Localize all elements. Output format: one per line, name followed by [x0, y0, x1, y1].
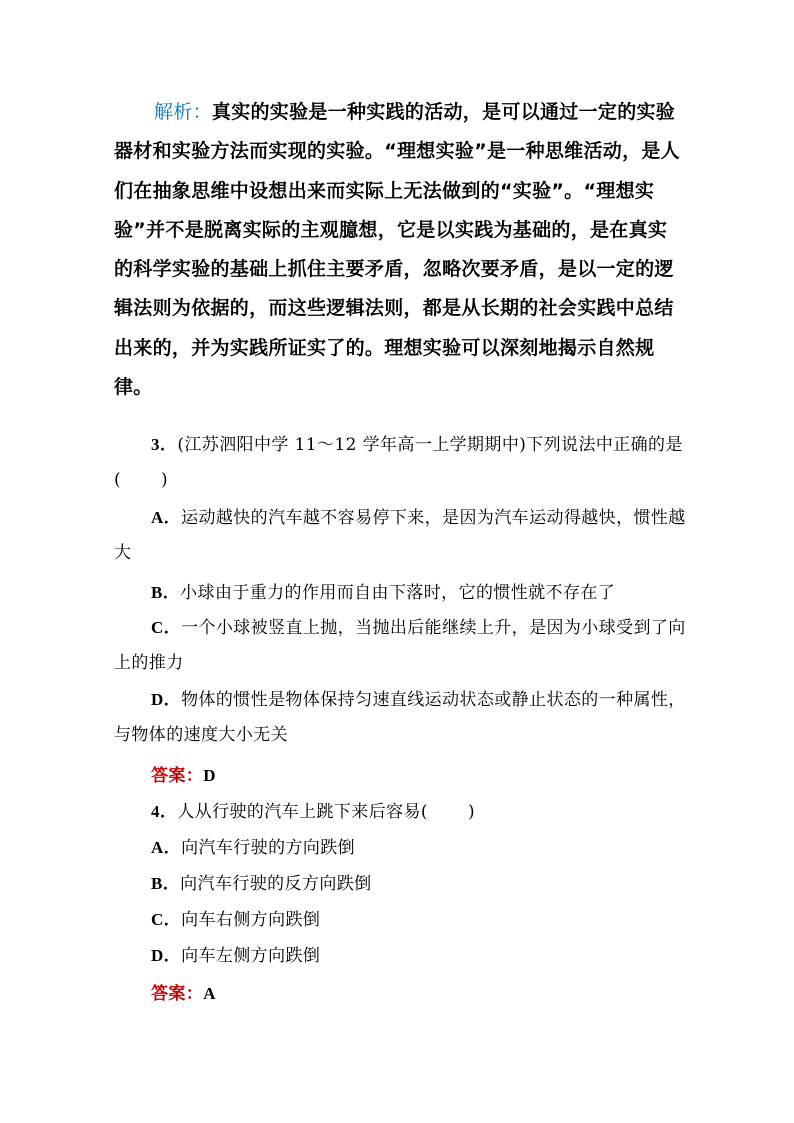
- option-letter: D．: [151, 946, 182, 965]
- question-3-option-c: [114, 610, 686, 681]
- question-4-text: 人从行驶的汽车上跳下来后容易(: [177, 802, 428, 822]
- question-4-stem: [114, 797, 686, 822]
- question-3-option-b: [114, 578, 686, 603]
- question-3-option-d: [114, 682, 686, 753]
- question-4-paren-close: ): [467, 802, 475, 822]
- question-3-number: 3．: [151, 435, 178, 454]
- answer-value: A: [203, 984, 216, 1003]
- question-4-option-a: [114, 833, 686, 858]
- option-letter: C．: [151, 618, 182, 637]
- option-text: 运动越快的汽车越不容易停下来，是因为汽车运动得越快，惯性越大: [114, 508, 686, 563]
- question-4-option-c: [114, 905, 686, 930]
- analysis-paragraph: [114, 93, 686, 407]
- analysis-label: 解析：: [154, 101, 212, 123]
- question-4-option-b: [114, 869, 686, 894]
- question-3-paren-close: ): [161, 470, 169, 490]
- answer-label: 答案：: [151, 766, 204, 786]
- option-letter: D．: [151, 690, 182, 709]
- answer-value: D: [203, 766, 216, 785]
- question-4-answer: [114, 979, 686, 1004]
- answer-label: 答案：: [151, 984, 204, 1004]
- option-text: 向汽车行驶的方向跌倒: [181, 838, 356, 858]
- question-3-stem: [114, 427, 686, 498]
- option-letter: C．: [151, 910, 182, 929]
- option-letter: A．: [151, 508, 182, 527]
- question-3-option-a: [114, 500, 686, 571]
- option-text: 一个小球被竖直上抛，当抛出后能继续上升，是因为小球受到了向上的推力: [114, 618, 686, 673]
- option-text: 物体的惯性是物体保持匀速直线运动状态或静止状态的一种属性，与物体的速度大小无关: [114, 690, 686, 745]
- question-4-option-d: [114, 941, 686, 966]
- question-3-text: (江苏泗阳中学 11～12 学年高一上学期期中)下列说法中正确的是(: [114, 435, 683, 490]
- option-letter: B．: [151, 583, 181, 602]
- question-3-answer: [114, 761, 686, 786]
- question-4-number: 4．: [151, 802, 178, 821]
- option-letter: B．: [151, 874, 181, 893]
- option-text: 向汽车行驶的反方向跌倒: [180, 874, 372, 894]
- analysis-text: 真实的实验是一种实践的活动，是可以通过一定的实验器材和实验方法而实现的实验。“理想实验”是一种思维活动，是人们在抽象思维中设想出来而实际上无法做到的“实验”。“理想实验”并不是脱离实际的主观臆想，它是以实践为基础的，是在真实的科学实验的基础上抓住主要矛盾，忽略次要矛盾，是以一定的逻辑法则为依据的，而这些逻辑法则，都是从长期的社会实践中总结出来的，并为实践所证实了的。理想实验可以深刻地揭示自然规律。: [114, 101, 680, 399]
- option-text: 向车右侧方向跌倒: [181, 910, 321, 930]
- option-letter: A．: [151, 838, 182, 857]
- option-text: 向车左侧方向跌倒: [181, 946, 321, 966]
- option-text: 小球由于重力的作用而自由下落时，它的惯性就不存在了: [180, 583, 616, 603]
